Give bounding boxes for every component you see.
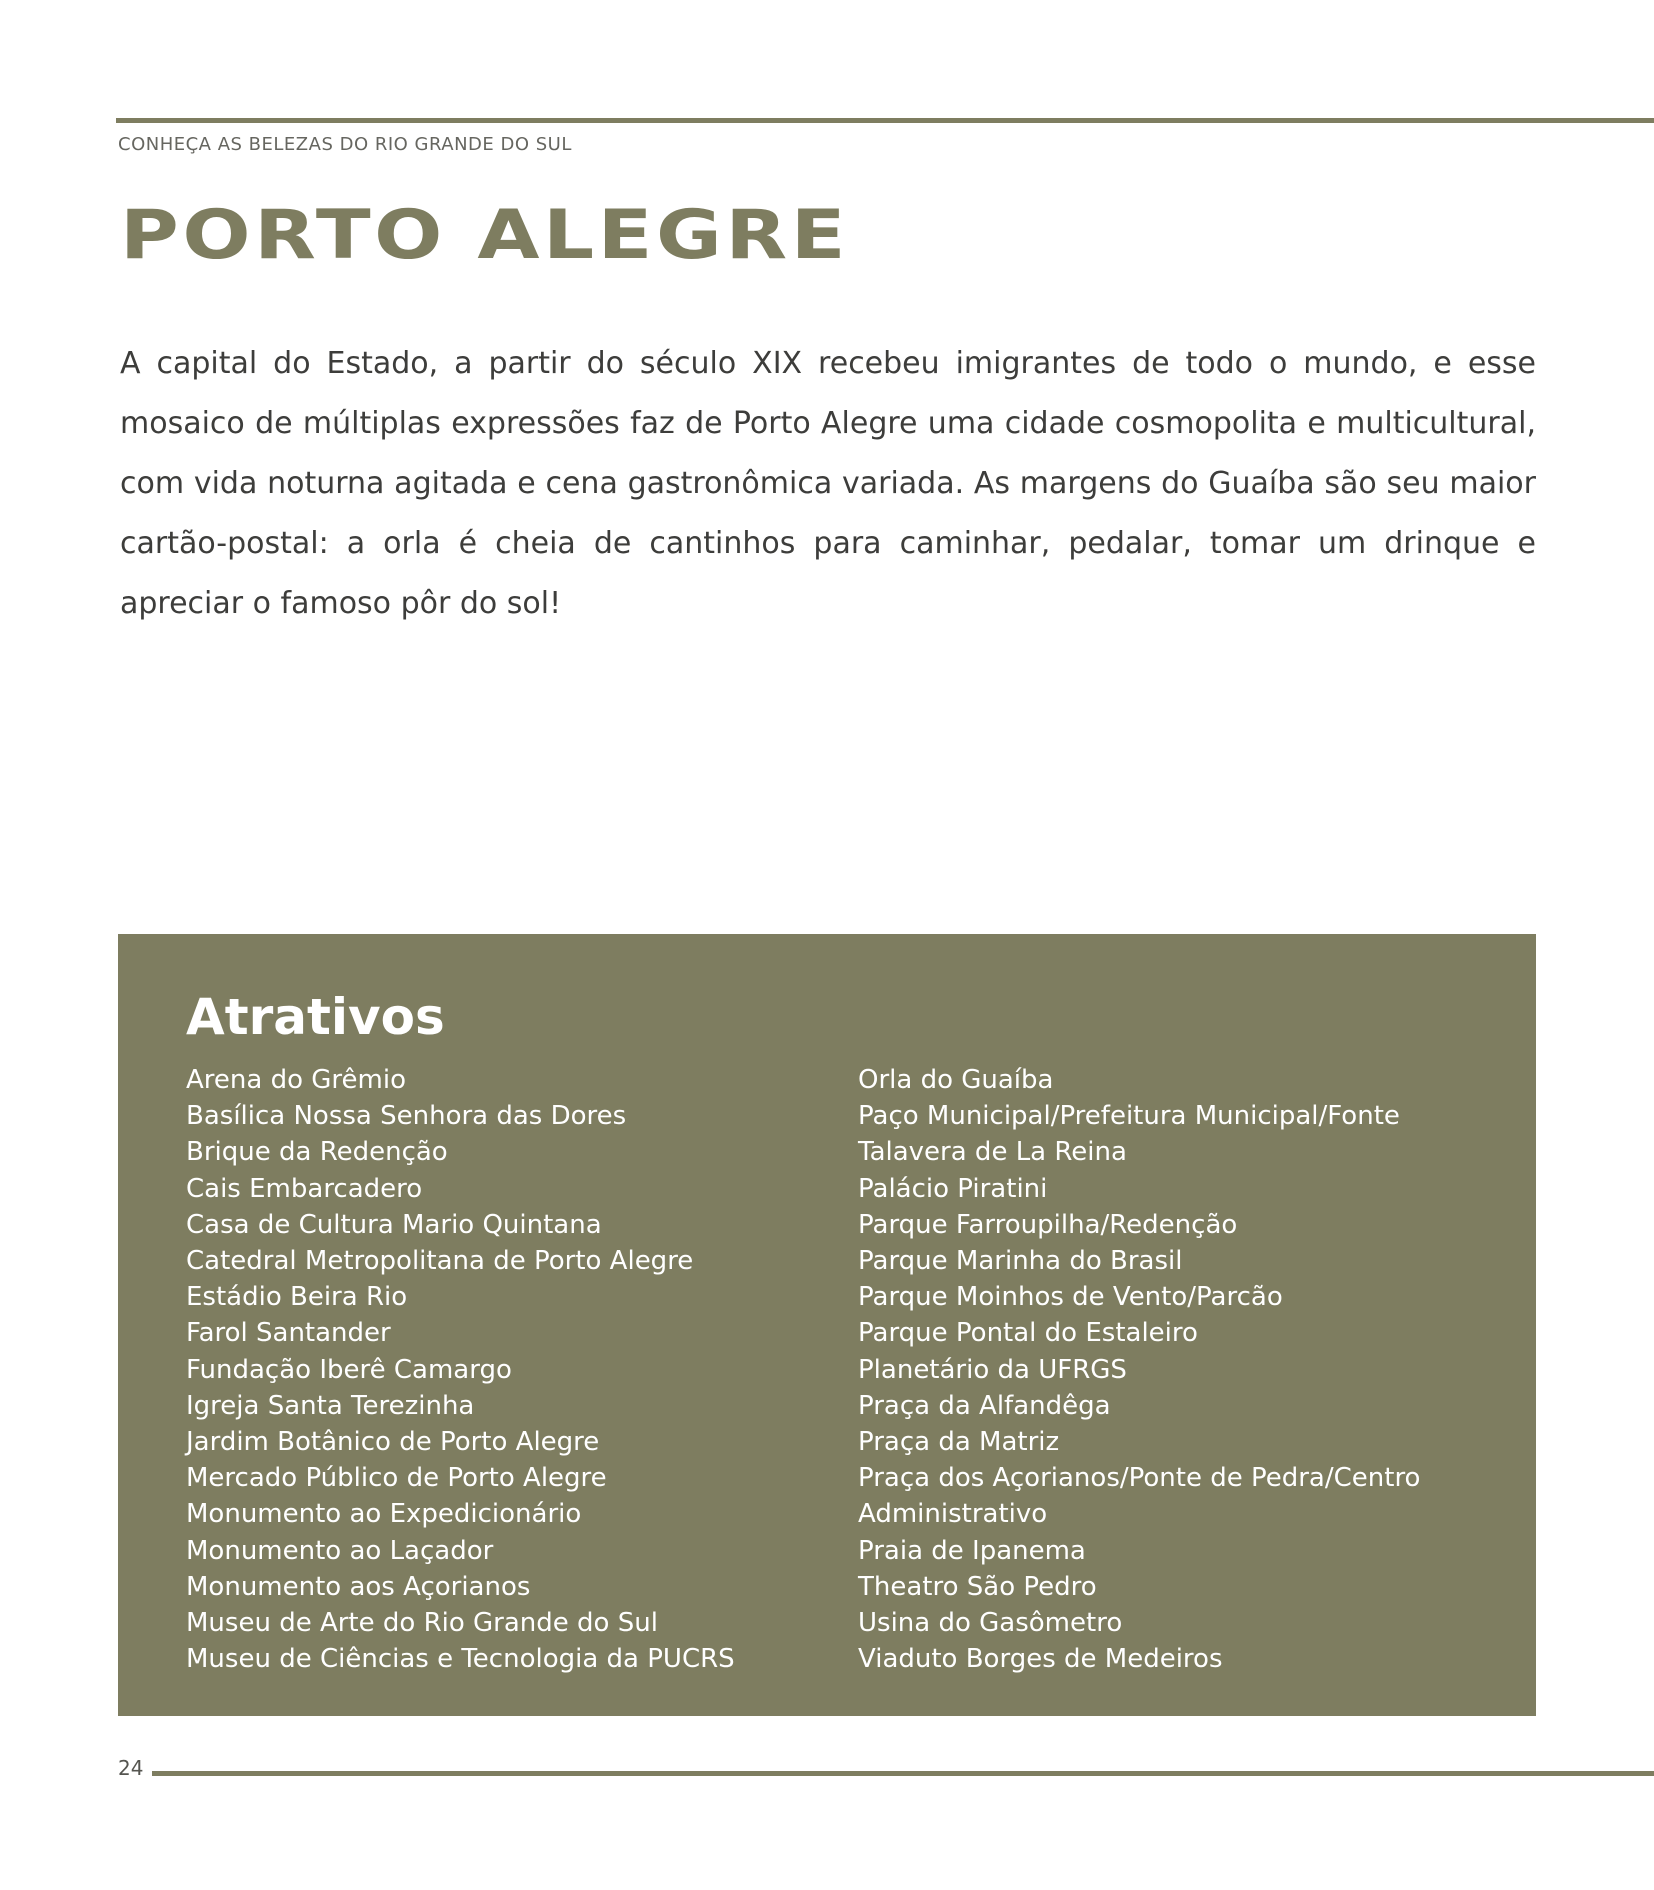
attraction-item: Arena do Grêmio (186, 1065, 406, 1095)
attraction-item: Parque Marinha do Brasil (858, 1246, 1183, 1277)
attraction-item: Monumento ao Laçador (186, 1535, 494, 1566)
attraction-item: Paço Municipal/Prefeitura Municipal/Fonte (858, 1101, 1400, 1132)
attraction-item: Jardim Botânico de Porto Alegre (186, 1427, 600, 1458)
attraction-item: Praia de Ipanema (858, 1535, 1086, 1566)
bottom-rule (152, 1771, 1654, 1776)
attraction-item: Praça dos Açorianos/Ponte de Pedra/Centro (858, 1463, 1421, 1494)
attraction-item: Parque Farroupilha/Redenção (858, 1209, 1238, 1240)
attractions-panel (118, 934, 1536, 1716)
attractions-list-right (858, 1062, 1518, 1677)
attraction-item: Parque Moinhos de Vento/Parcão (858, 1282, 1283, 1313)
attraction-item: Planetário da UFRGS (858, 1354, 1127, 1385)
attraction-item: Administrativo (858, 1499, 1048, 1530)
attraction-item: Viaduto Borges de Medeiros (858, 1644, 1223, 1675)
section-kicker: CONHEÇA AS BELEZAS DO RIO GRANDE DO SUL (118, 134, 572, 155)
intro-paragraph: A capital do Estado, a partir do século XIX recebeu imigrantes de todo o mundo, e esse mosaico de múltiplas expressões faz de Porto Alegre uma cidade cosmopolita e multicultural, com vida noturna agitada e cena gastronômica variada. As margens do Guaíba são seu maior cartão-postal: a orla é cheia de cantinhos para caminhar, pedalar, tomar um drinque e apreciar o famoso pôr do sol! (120, 346, 1536, 621)
attraction-item: Parque Pontal do Estaleiro (858, 1318, 1198, 1349)
attraction-item: Cais Embarcadero (186, 1173, 423, 1204)
attraction-item: Brique da Redenção (186, 1137, 448, 1168)
attraction-item: Theatro São Pedro (858, 1571, 1097, 1602)
attraction-item: Mercado Público de Porto Alegre (186, 1463, 607, 1494)
attraction-item: Monumento ao Expedicionário (186, 1499, 582, 1530)
attractions-title: Atrativos (186, 988, 445, 1046)
attraction-item: Praça da Alfandêga (858, 1390, 1111, 1421)
page-title: PORTO ALEGRE (120, 196, 850, 275)
attraction-item: Talavera de La Reina (858, 1137, 1127, 1168)
attraction-item: Catedral Metropolitana de Porto Alegre (186, 1246, 694, 1277)
attraction-item: Monumento aos Açorianos (186, 1571, 531, 1602)
attraction-item: Casa de Cultura Mario Quintana (186, 1209, 602, 1240)
attraction-item: Basílica Nossa Senhora das Dores (186, 1101, 627, 1132)
attraction-item: Estádio Beira Rio (186, 1282, 408, 1313)
attraction-item: Praça da Matriz (858, 1427, 1060, 1458)
attraction-item: Museu de Ciências e Tecnologia da PUCRS (186, 1644, 735, 1675)
attraction-item: Farol Santander (186, 1318, 391, 1349)
attraction-item: Usina do Gasômetro (858, 1608, 1123, 1639)
page-number: 24 (118, 1756, 144, 1780)
attraction-item: Museu de Arte do Rio Grande do Sul (186, 1608, 658, 1639)
top-rule (116, 118, 1654, 123)
attraction-item: Orla do Guaíba (858, 1065, 1054, 1095)
attractions-list-left (186, 1062, 846, 1677)
attraction-item: Igreja Santa Terezinha (186, 1390, 475, 1421)
attraction-item: Fundação Iberê Camargo (186, 1354, 512, 1385)
attraction-item: Palácio Piratini (858, 1173, 1048, 1204)
